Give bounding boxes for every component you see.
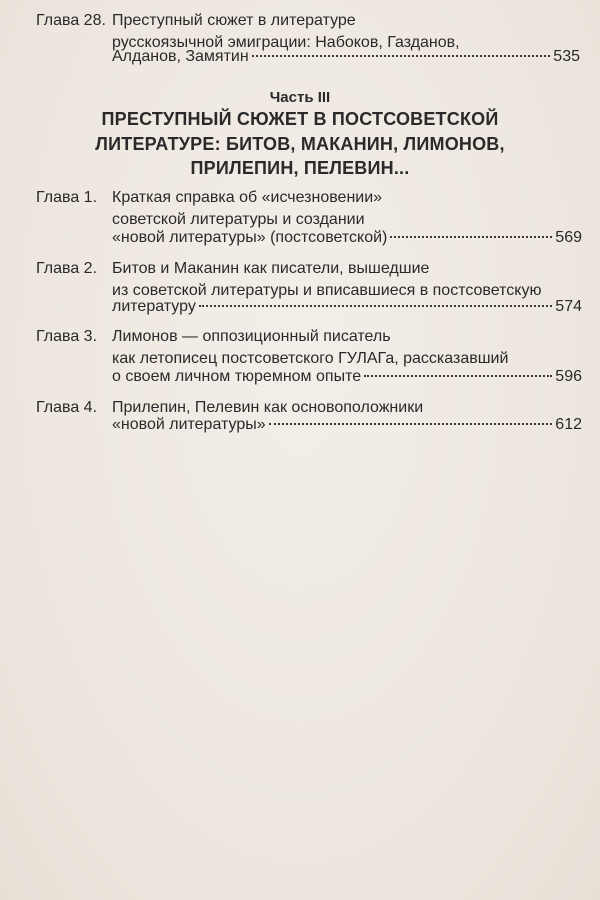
chapter-title-line: советской литературы и создании: [112, 211, 365, 228]
page-number: 612: [555, 416, 582, 433]
chapter-title-line: русскоязычной эмиграции: Набоков, Газданов,: [112, 34, 460, 51]
page-number: 535: [553, 48, 580, 65]
chapter-title-last-line: [112, 296, 582, 318]
leader-dots: [364, 375, 552, 377]
part-title-line: ПРЕСТУПНЫЙ СЮЖЕТ В ПОСТСОВЕТСКОЙ: [101, 109, 499, 129]
leader-dots: [269, 423, 553, 425]
chapter-title-line: Лимонов — оппозиционный писатель: [112, 328, 391, 345]
leader-dots: [199, 305, 552, 307]
chapter-title-last-line: [112, 414, 582, 436]
part-title-line: ЛИТЕРАТУРЕ: БИТОВ, МАКАНИН, ЛИМОНОВ,: [95, 134, 505, 154]
chapter-title-line: литературу: [112, 298, 196, 315]
chapter-title-line: Алданов, Замятин: [112, 48, 249, 65]
chapter-title-line: Прилепин, Пелевин как основоположники: [112, 399, 424, 416]
leader-dots: [252, 55, 551, 57]
chapter-number: Глава 28.: [36, 12, 106, 29]
page-number: 569: [555, 229, 582, 246]
chapter-title-line: как летописец постсоветского ГУЛАГа, рассказавший: [112, 350, 509, 367]
chapter-number: Глава 3.: [36, 328, 98, 345]
page-number: 574: [555, 298, 582, 315]
chapter-number: Глава 2.: [36, 260, 98, 277]
leader-dots: [390, 236, 552, 238]
chapter-title-last-line: [112, 227, 582, 249]
chapter-title-last-line: [112, 46, 580, 68]
chapter-title-last-line: [112, 366, 582, 388]
page-number: 596: [555, 368, 582, 385]
chapter-title-line: Преступный сюжет в литературе: [112, 12, 356, 29]
chapter-number: Глава 4.: [36, 399, 98, 416]
part-title-line: ПРИЛЕПИН, ПЕЛЕВИН...: [190, 158, 410, 178]
chapter-title-line: о своем личном тюремном опыте: [112, 368, 362, 385]
chapter-title-line: Краткая справка об «исчезновении»: [112, 189, 383, 206]
chapter-number: Глава 1.: [36, 189, 98, 206]
chapter-title-line: «новой литературы»: [112, 416, 266, 433]
part-label: Часть III: [269, 89, 331, 106]
chapter-title-line: «новой литературы» (постсоветской): [112, 229, 388, 246]
chapter-title-line: из советской литературы и вписавшиеся в постсоветскую: [112, 282, 542, 299]
chapter-title-line: Битов и Маканин как писатели, вышедшие: [112, 260, 430, 277]
